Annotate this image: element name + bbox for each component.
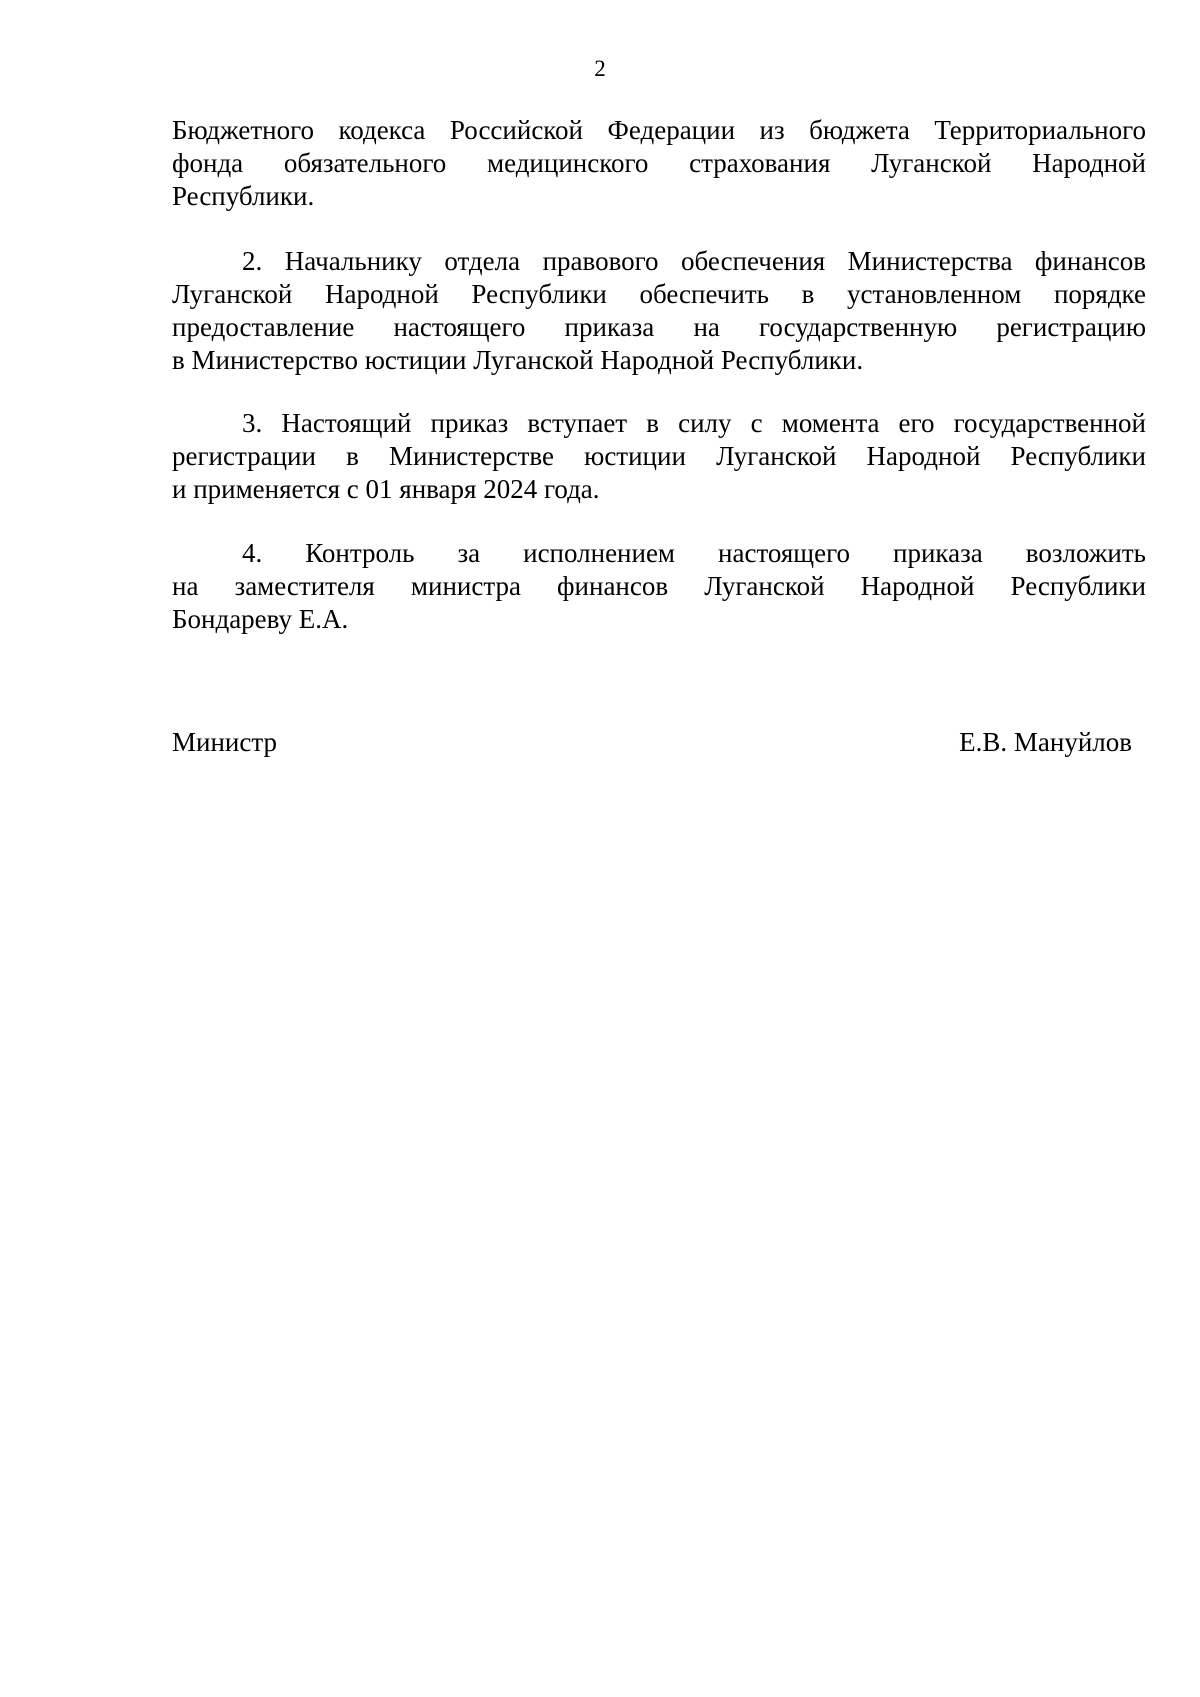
paragraph-line: и применяется с 01 января 2024 года. <box>172 474 600 504</box>
paragraph-line: фонда обязательного медицинского страхования Луганской Народной <box>172 148 1146 178</box>
paragraph-line: 3. Настоящий приказ вступает в силу с момента его государственной <box>242 408 1146 438</box>
signatory-name: Е.В. Мануйлов <box>959 727 1132 757</box>
paragraph-item-2 <box>172 245 1146 377</box>
paragraph-line: на заместителя министра финансов Луганской Народной Республики <box>172 571 1146 601</box>
paragraph-line: Бюджетного кодекса Российской Федерации из бюджета Территориального <box>172 115 1146 145</box>
paragraph-line: Республики. <box>172 181 315 211</box>
paragraph-line: Луганской Народной Республики обеспечить в установленном порядке <box>172 279 1146 309</box>
page-number: 2 <box>594 56 606 81</box>
paragraph-line: 4. Контроль за исполнением настоящего приказа возложить <box>242 538 1146 568</box>
paragraph-continuation <box>172 114 1146 213</box>
paragraph-line: 2. Начальнику отдела правового обеспечения Министерства финансов <box>242 246 1146 276</box>
paragraph-item-4 <box>172 537 1146 636</box>
paragraph-line: Бондареву Е.А. <box>172 604 349 634</box>
paragraph-line: предоставление настоящего приказа на государственную регистрацию <box>172 312 1146 342</box>
paragraph-line: в Министерство юстиции Луганской Народной Республики. <box>172 345 864 375</box>
paragraph-item-3 <box>172 407 1146 506</box>
paragraph-line: регистрации в Министерстве юстиции Луганской Народной Республики <box>172 441 1146 471</box>
signatory-position: Министр <box>172 727 277 757</box>
